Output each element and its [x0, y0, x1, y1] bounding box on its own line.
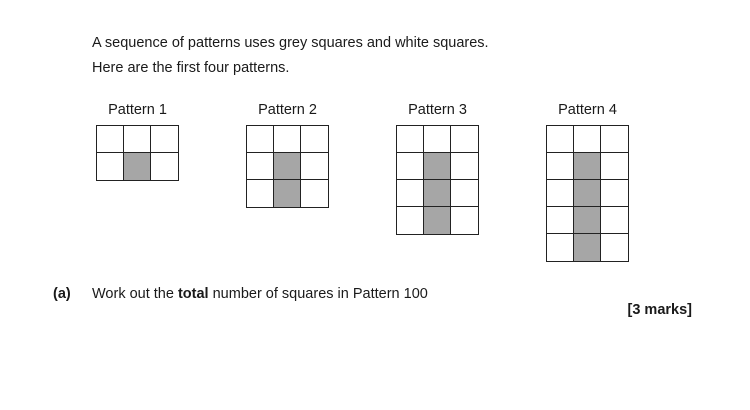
- white-square: [397, 180, 424, 207]
- white-square: [601, 153, 628, 180]
- white-square: [601, 126, 628, 153]
- white-square: [547, 207, 574, 234]
- white-square: [151, 126, 178, 153]
- pattern-label: Pattern 4: [558, 102, 617, 118]
- white-square: [247, 126, 274, 153]
- white-square: [601, 207, 628, 234]
- grey-square: [424, 153, 451, 180]
- grey-square: [424, 207, 451, 234]
- white-square: [547, 180, 574, 207]
- intro-line-1: A sequence of patterns uses grey squares and white squares.: [92, 35, 489, 51]
- white-square: [97, 126, 124, 153]
- pattern-label: Pattern 3: [408, 102, 467, 118]
- white-square: [151, 153, 178, 180]
- white-square: [601, 180, 628, 207]
- white-square: [124, 126, 151, 153]
- pattern-label: Pattern 1: [108, 102, 167, 118]
- pattern-figure: [246, 101, 329, 208]
- grey-square: [274, 153, 301, 180]
- grey-square: [424, 180, 451, 207]
- white-square: [247, 153, 274, 180]
- marks-label: [3 marks]: [627, 302, 692, 318]
- white-square: [301, 153, 328, 180]
- white-square: [397, 207, 424, 234]
- white-square: [451, 126, 478, 153]
- white-square: [247, 180, 274, 207]
- grey-square: [574, 153, 601, 180]
- white-square: [574, 126, 601, 153]
- white-square: [397, 126, 424, 153]
- pattern-label: Pattern 2: [258, 102, 317, 118]
- white-square: [547, 153, 574, 180]
- question-text-before: Work out the: [92, 286, 178, 302]
- pattern-grid: [546, 125, 629, 262]
- pattern-grid: [96, 125, 179, 181]
- pattern-figure: [396, 101, 479, 235]
- white-square: [451, 180, 478, 207]
- question-text-bold: total: [177, 286, 209, 302]
- white-square: [601, 234, 628, 261]
- grey-square: [574, 180, 601, 207]
- grey-square: [574, 207, 601, 234]
- grey-square: [274, 180, 301, 207]
- white-square: [547, 126, 574, 153]
- white-square: [301, 126, 328, 153]
- pattern-grid: [246, 125, 329, 208]
- white-square: [451, 207, 478, 234]
- white-square: [274, 126, 301, 153]
- grey-square: [124, 153, 151, 180]
- white-square: [451, 153, 478, 180]
- white-square: [301, 180, 328, 207]
- white-square: [424, 126, 451, 153]
- intro-line-2: Here are the first four patterns.: [92, 60, 290, 76]
- white-square: [397, 153, 424, 180]
- question-number: (a): [53, 286, 71, 302]
- white-square: [97, 153, 124, 180]
- question-a: [53, 285, 428, 303]
- pattern-figure: [96, 101, 179, 181]
- grey-square: [574, 234, 601, 261]
- pattern-grid: [396, 125, 479, 235]
- question-text-after: number of squares in Pattern 100: [208, 286, 428, 302]
- white-square: [547, 234, 574, 261]
- pattern-figure: [546, 101, 629, 262]
